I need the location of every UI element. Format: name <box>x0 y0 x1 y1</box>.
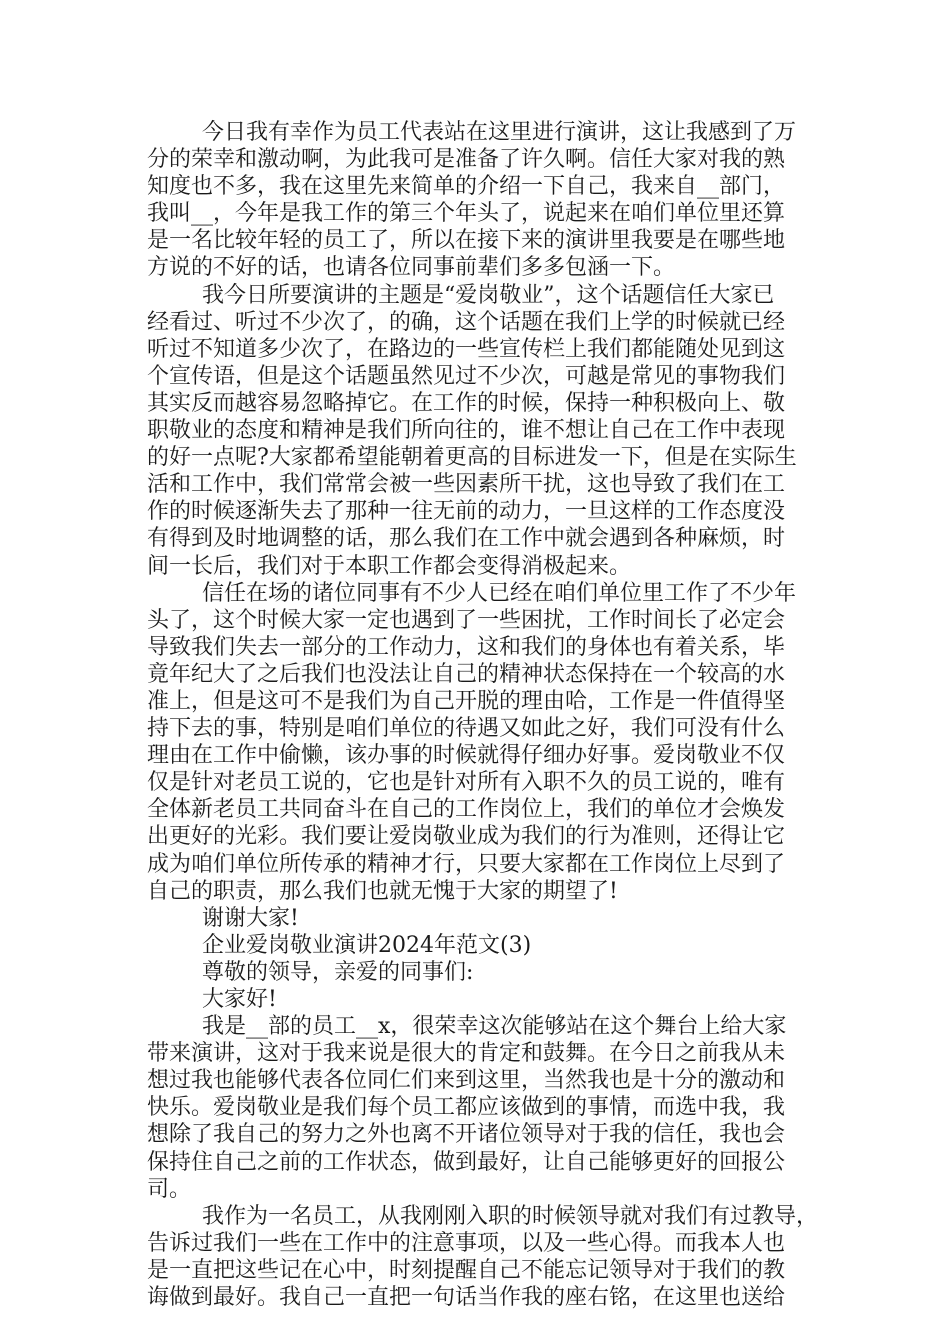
paragraph-salutation <box>147 959 827 986</box>
paragraph-thanks <box>147 905 827 932</box>
text-line: 持下去的事，特别是咱们单位的待遇又如此之好，我们可没有什么 <box>147 716 786 742</box>
text-line: 的好一点呢?大家都希望能朝着更高的目标进发一下，但是在实际生 <box>147 445 797 471</box>
text-line: 我是__部的员工__x，很荣幸这次能够站在这个舞台上给大家 <box>202 1014 787 1040</box>
section-title: 企业爱岗敬业演讲2024年范文(3) <box>202 932 532 958</box>
text-line: 大家好! <box>202 987 277 1012</box>
paragraph-colleagues <box>147 580 827 905</box>
text-line: 是一直把这些记在心中，时刻提醒自己不能忘记领导对于我们的教 <box>147 1257 786 1283</box>
text-line: 个宣传语，但是这个话题虽然见过不少次，可越是常见的事物我们 <box>147 363 786 389</box>
text-line: 信任在场的诸位同事有不少人已经在咱们单位里工作了不少年 <box>202 580 797 606</box>
text-line: 保持住自己之前的工作状态，做到最好，让自己能够更好的回报公 <box>147 1149 786 1175</box>
text-line: 有得到及时地调整的话，那么我们在工作中就会遇到各种麻烦，时 <box>147 526 786 552</box>
text-line: 快乐。爱岗敬业是我们每个员工都应该做到的事情，而选中我，我 <box>147 1095 786 1121</box>
text-line: 带来演讲，这对于我来说是很大的肯定和鼓舞。在今日之前我从未 <box>147 1041 786 1067</box>
text-line: 成为咱们单位所传承的精神才行，只要大家都在工作岗位上尽到了 <box>147 851 786 877</box>
text-line: 我叫__，今年是我工作的第三个年头了，说起来在咱们单位里还算 <box>147 201 786 227</box>
text-line: 分的荣幸和激动啊，为此我可是准备了许久啊。信任大家对我的熟 <box>147 147 786 173</box>
paragraph-intro <box>147 119 827 282</box>
text-line: 头了，这个时候大家一定也遇到了一些困扰，工作时间长了必定会 <box>147 607 786 633</box>
text-line: 经看过、听过不少次了，的确，这个话题在我们上学的时候就已经 <box>147 309 786 335</box>
text-line: 自己的职责，那么我们也就无愧于大家的期望了! <box>147 878 618 904</box>
text-line: 想除了我自己的努力之外也离不开诸位领导对于我的信任，我也会 <box>147 1122 786 1148</box>
text-line: 准上，但是这可不是我们为自己开脱的理由哈，工作是一件值得坚 <box>147 688 786 714</box>
text-line: 其实反而越容易忽略掉它。在工作的时候，保持一种积极向上、敬 <box>147 390 786 416</box>
text-line: 职敬业的态度和精神是我们所向往的，谁不想让自己在工作中表现 <box>147 418 786 444</box>
text-line: 尊敬的领导，亲爱的同事们: <box>202 959 474 985</box>
paragraph-self-intro <box>147 1013 827 1203</box>
text-line: 方说的不好的话，也请各位同事前辈们多多包涵一下。 <box>147 255 676 281</box>
text-line: 想过我也能够代表各位同仁们来到这里，当然我也是十分的激动和 <box>147 1068 786 1094</box>
paragraph-greeting <box>147 986 827 1013</box>
text-line: 间一长后，我们对于本职工作都会变得消极起来。 <box>147 553 632 579</box>
text-line: 活和工作中，我们常常会被一些因素所干扰，这也导致了我们在工 <box>147 472 786 498</box>
text-line: 告诉过我们一些在工作中的注意事项，以及一些心得。而我本人也 <box>147 1230 786 1256</box>
text-line: 知度也不多，我在这里先来简单的介绍一下自己，我来自__部门， <box>147 174 786 200</box>
text-line: 出更好的光彩。我们要让爱岗敬业成为我们的行为准则，还得让它 <box>147 824 786 850</box>
text-line: 司。 <box>147 1176 192 1202</box>
text-line: 我今日所要演讲的主题是“爱岗敬业”，这个话题信任大家已 <box>202 282 775 308</box>
text-line: 理由在工作中偷懒，该办事的时候就得仔细办好事。爱岗敬业不仅 <box>147 743 786 769</box>
text-line: 全体新老员工共同奋斗在自己的工作岗位上，我们的单位才会焕发 <box>147 797 786 823</box>
paragraph-employee <box>147 1203 827 1311</box>
text-line: 作的时候逐渐失去了那种一往无前的动力，一旦这样的工作态度没 <box>147 499 786 525</box>
document-page <box>147 119 827 1311</box>
text-line: 导致我们失去一部分的工作动力，这和我们的身体也有着关系，毕 <box>147 634 786 660</box>
paragraph-theme <box>147 282 827 580</box>
text-line: 今日我有幸作为员工代表站在这里进行演讲，这让我感到了万 <box>202 120 797 145</box>
text-line: 听过不知道多少次了，在路边的一些宣传栏上我们都能随处见到这 <box>147 336 786 362</box>
text-line: 竟年纪大了之后我们也没法让自己的精神状态保持在一个较高的水 <box>147 661 786 687</box>
text-line: 我作为一名员工，从我刚刚入职的时候领导就对我们有过教导， <box>202 1203 819 1229</box>
section-heading <box>147 932 827 959</box>
text-line: 是一名比较年轻的员工了，所以在接下来的演讲里我要是在哪些地 <box>147 228 786 254</box>
text-line: 仅是针对老员工说的，它也是针对所有入职不久的员工说的，唯有 <box>147 770 786 796</box>
text-line: 谢谢大家! <box>202 905 299 931</box>
text-line: 诲做到最好。我自己一直把一句话当作我的座右铭，在这里也送给 <box>147 1285 786 1311</box>
